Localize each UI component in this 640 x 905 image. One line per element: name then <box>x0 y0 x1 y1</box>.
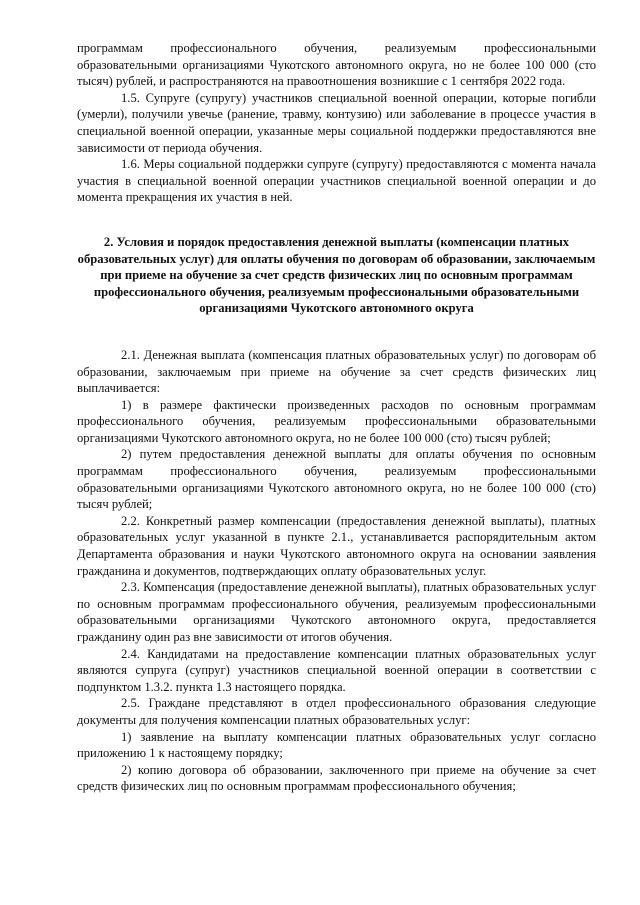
paragraph-2-5-item-2: 2) копию договора об образовании, заключенного при приеме на обучение за счет средств физических лиц по основным программам профессионального обучения; <box>77 762 596 794</box>
paragraph-2-5: 2.5. Граждане представляют в отдел профессионального образования следующие документы для получения компенсации платных образовательных услуг: <box>77 696 596 727</box>
section-2-heading: 2. Условия и порядок предоставления денежной выплаты (компенсации платных образовательных услуг) для оплаты обучения по договорам об образовании, заключаемым при приеме на обучение за счет средств физических лиц по основным программам профессионального обучения, реализуемым профессиональными образовательными организациями Чукотского автономного округа <box>77 234 596 316</box>
paragraph-1-5: 1.5. Супруге (супругу) участников специальной военной операции, которые погибли (умерли), получили увечье (ранение, травму, контузию) или заболевание в процессе участия в специальной военной операции, указанные меры социальной поддержки предоставляются вне зависимости от периода обучения. <box>77 90 596 155</box>
paragraph-1-6: 1.6. Меры социальной поддержки супруге (супругу) предоставляются с момента начала участия в специальной военной операции участников специальной военной операции и до момента прекращения их участия в ней. <box>77 157 596 205</box>
paragraph-continuation: программам профессионального обучения, реализуемым профессиональными образовательными организациями Чукотского автономного округа, но не более 100 000 (сто тысяч) рублей, и распространяются на правоотношения возникшие с 1 сентября 2022 года. <box>77 41 596 89</box>
paragraph-2-1-item-2: 2) путем предоставления денежной выплаты для оплаты обучения по основным программам профессионального обучения, реализуемым профессиональными образовательными организациями Чукотского автономного округа, но не более 100 000 (сто) тысяч рублей; <box>77 447 596 512</box>
paragraph-2-3: 2.3. Компенсация (предоставление денежной выплаты), платных образовательных услуг по основным программам профессионального обучения, реализуемым профессиональными образовательными организациями Чукотского автономного округа, предоставляется гражданину один раз вне зависимости от итогов обучения. <box>77 580 596 644</box>
paragraph-2-4: 2.4. Кандидатами на предоставление компенсации платных образовательных услуг являются супруга (супруг) участников специальной военной операции в соответствии с подпунктом 1.3.2. пункта 1.3 настоящего порядка. <box>77 646 596 694</box>
paragraph-2-1-item-1: 1) в размере фактически произведенных расходов по основным программам профессионального обучения, реализуемым профессиональными образовательными организациями Чукотского автономного округа, но не более 100 000 (сто) тысяч рублей; <box>77 397 596 445</box>
paragraph-2-1: 2.1. Денежная выплата (компенсация платных образовательных услуг) по договорам об образовании, заключаемым при приеме на обучение за счет средств физических лиц выплачивается: <box>77 347 596 396</box>
paragraph-2-2: 2.2. Конкретный размер компенсации (предоставления денежной выплаты), платных образовательных услуг указанной в пункте 2.1., устанавливается распорядительным актом Департамента образования и науки Чукотского автономного округа на основании заявления гражданина и документов, подтверждающих оплату образовательных услуг. <box>77 513 596 578</box>
paragraph-2-5-item-1: 1) заявление на выплату компенсации платных образовательных услуг согласно приложению 1 к настоящему порядку; <box>77 729 596 761</box>
